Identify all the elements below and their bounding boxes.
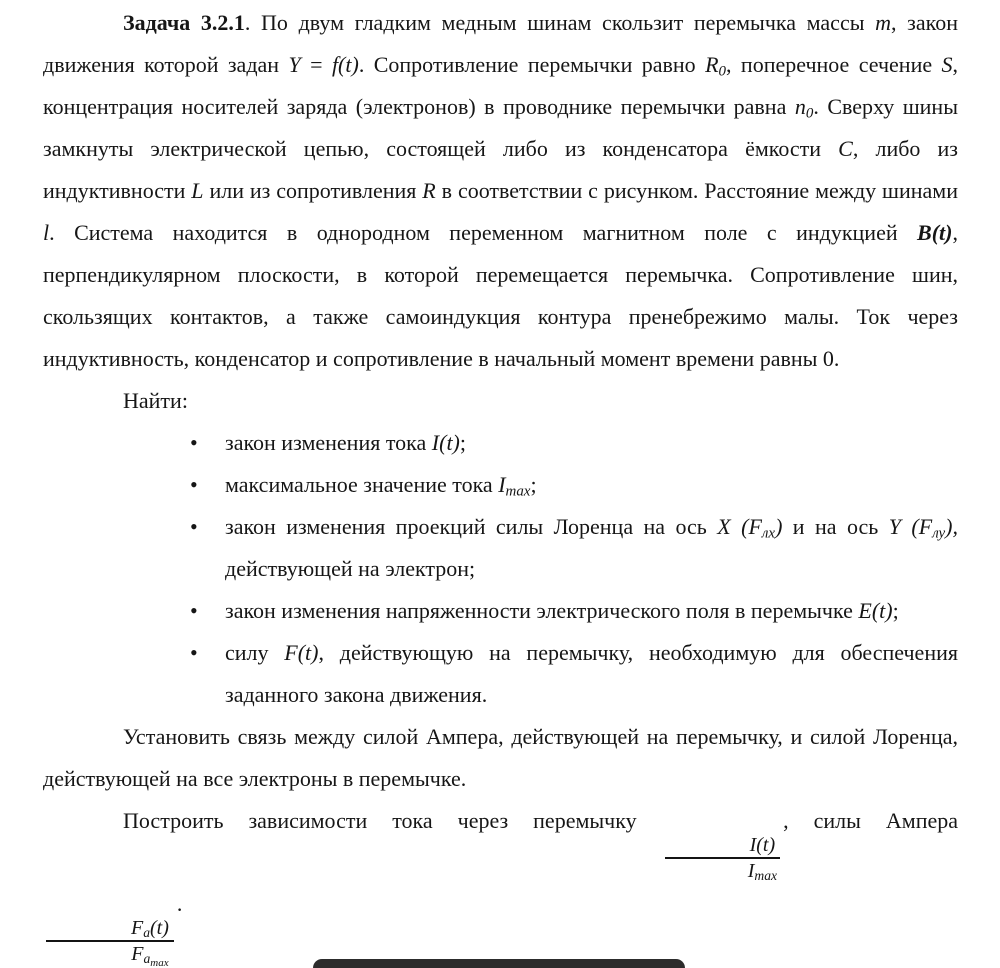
text-segment: и на ось [782,514,889,539]
list-item-text [225,464,958,506]
requirements-list [43,422,958,716]
text-column [43,2,958,966]
list-item-text [225,506,958,590]
text-segment: . [176,890,183,916]
figure-frame-top [313,959,685,968]
text-segment: лу [932,525,946,542]
text-segment: S [941,52,953,77]
text-segment: B(t) [917,220,953,245]
bullet-icon: • [190,640,198,665]
list-item-lorentz-projections [43,506,958,590]
list-item-current-law [43,422,958,464]
bullet-icon: • [190,514,198,539]
text-segment: закон изменения напряженности электрического поля в перемычке [225,598,859,623]
text-segment: I [747,860,755,883]
ampere-lorentz-task [43,716,958,800]
text-segment: силу [225,640,285,665]
text-segment: ( [900,514,919,539]
fraction-numerator [665,834,781,859]
text-segment: или из сопротивления [203,178,423,203]
find-heading: Найти: [123,388,188,413]
text-segment: max [150,957,169,968]
text-segment: , закон движения которой задан [43,10,958,77]
text-segment: максимальное значение тока [225,472,499,497]
text-segment: l [43,220,50,245]
text-segment: . По двум гладким медным шинам скользит перемычка массы [244,10,876,35]
text-segment: f(t) [331,52,359,77]
text-segment: L [191,178,204,203]
list-item-text [225,422,958,464]
text-segment: a [143,951,151,967]
text-segment: F [131,916,144,939]
text-segment: закон изменения тока [225,430,432,455]
text-segment: (t) [150,916,169,939]
text-segment: , поперечное сечение [726,52,942,77]
text-segment: 0 [805,105,814,122]
text-segment: F [748,514,762,539]
text-segment: F [131,943,144,966]
text-segment: I [498,472,506,497]
text-segment: , силы Ампера [783,808,958,833]
text-segment: Y [288,52,301,77]
fraction-denominator [668,859,777,882]
text-segment: n [794,94,806,119]
text-segment: ; [530,472,537,497]
text-segment: I(t) [431,430,460,455]
bullet-icon: • [190,472,198,497]
text-segment: = [300,52,332,77]
bullet-icon: • [190,598,198,623]
text-segment: max [505,483,531,500]
text-segment: действующей на электрон; [225,556,476,581]
math-fraction [665,834,781,883]
text-segment: max [754,868,778,884]
list-item-text [225,590,958,632]
bullet-icon: • [190,430,198,455]
list-item-text [225,632,958,716]
text-segment: ) [775,514,783,539]
text-segment: R [705,52,719,77]
text-segment: X [717,514,731,539]
list-item-max-current [43,464,958,506]
fraction-numerator [46,917,174,942]
text-segment: в соответствии с рисунком. Расстояние между шинами [435,178,959,203]
text-segment: a [143,924,151,940]
text-segment: E(t) [858,598,893,623]
list-item-force [43,632,958,716]
text-segment: Задача 3.2.1 [123,10,245,35]
text-segment: лх [761,525,776,542]
text-segment: ), [945,514,958,539]
text-segment: , перпендикулярном плоскости, в которой перемещается перемычка. Сопротивление шин, скользящих контактов, а также самоиндукция контура пренебрежимо малы. Ток через индуктивность, конденсатор и сопротивление в начальный момент времени равны 0. [43,220,958,371]
text-segment: m [875,10,892,35]
text-segment: ; [459,430,467,455]
text-segment: Y [888,514,901,539]
text-segment: закон изменения проекций силы Лоренца на ось [225,514,718,539]
list-item-field-strength [43,590,958,632]
text-segment: R [422,178,436,203]
text-segment: . Система находится в однородном переменном магнитном поле с индукцией [49,220,918,245]
fraction-denominator [51,942,169,968]
text-segment: Установить связь между силой Ампера, действующей на перемычку, и силой Лоренца, действующей на все электроны в перемычке. [43,724,958,791]
text-segment: , либо из индуктивности [43,136,958,203]
text-segment: C [838,136,853,161]
math-fraction [46,917,174,966]
text-segment: ; [892,598,899,623]
text-segment: , действующую на перемычку, необходимую для обеспечения заданного закона движения. [225,640,958,707]
text-segment: ( [730,514,749,539]
text-segment: . Сверху шины замкнуты электрической цепью, состоящей либо из конденсатора ёмкости [43,94,958,161]
text-segment: F [918,514,933,539]
text-segment: , концентрация носителей заряда (электронов) в проводнике перемычки равна [43,52,959,119]
text-segment: F(t) [284,640,319,665]
plot-task [43,800,958,966]
text-segment: 0 [718,63,727,80]
text-segment: . Сопротивление перемычки равно [358,52,706,77]
text-segment: I(t) [749,834,776,856]
text-segment: Построить зависимости тока через перемычку [123,808,662,833]
problem-statement [43,2,958,380]
